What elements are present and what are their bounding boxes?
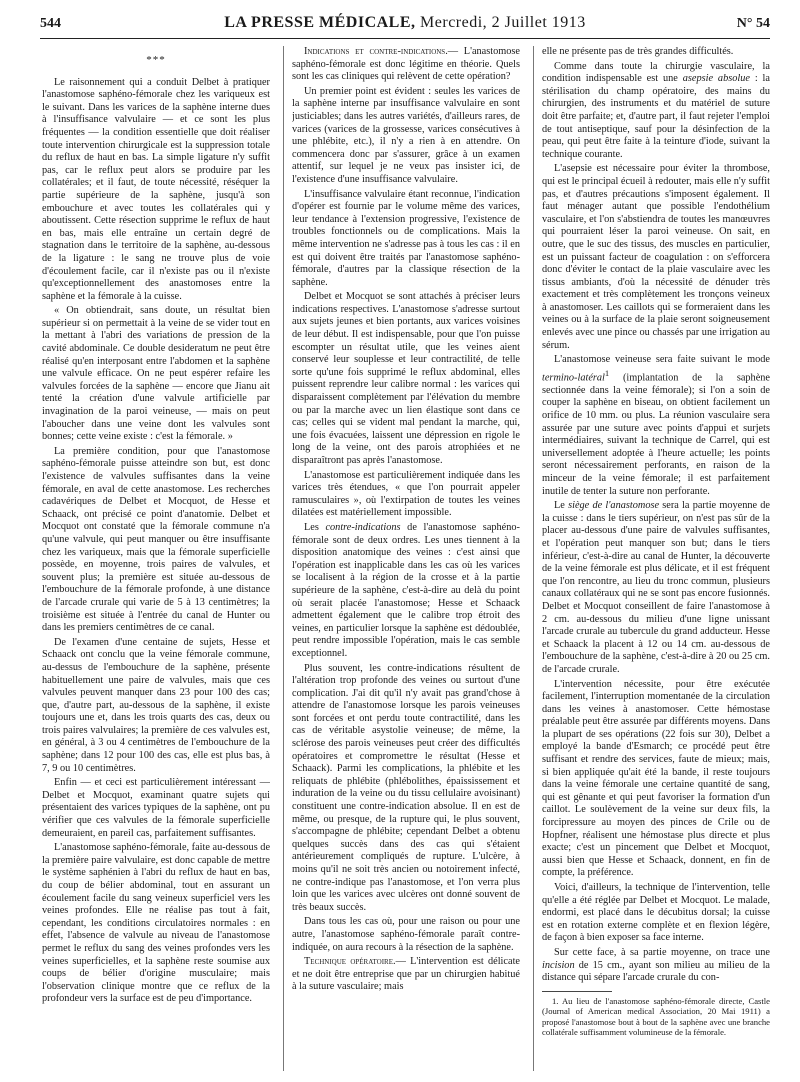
page-number: 544: [40, 16, 61, 31]
issue-date: Mercredi, 2 Juillet 1913: [420, 14, 586, 31]
paragraph: Enfin — et ceci est particulièrement intéressant — Delbet et Mocquot, examinant quatre sujets qui présentaient des varices typiques de la saphène, ont pu vérifier que ces valvules de la fémorale superficielle demeuraient, en pareil cas, parfaitement suffisantes.: [42, 777, 270, 839]
emphasis: siège de l'anastomose: [568, 500, 660, 512]
section-heading: Indications et contre-indications.: [304, 46, 448, 57]
page-header: [40, 14, 770, 36]
issue-number: N° 54: [736, 16, 770, 31]
paragraph: De l'examen d'une centaine de sujets, Hesse et Schaack ont conclu que la veine fémorale commune, au-dessus de l'embouchure de la saphène, présente habituellement une paire de valvules, mais que ces valvules peuvent manquer dans 23 pour 100 des cas; que, d'autre part, au-dessous de la saphène, il existe toujours une et, dans les trois quarts des cas, deux ou trois paires valvulaires; la première de ces valvules est, en général, à 3 ou 4 centimètres de l'embouchure de la saphène; dans 12 pour 100 des cas, elle est plus bas, à 7, 9 ou 10 centimètres.: [42, 636, 270, 774]
paragraph: L'anastomose est particulièrement indiquée dans les varices très étendues, « que l'on pourrait appeler ramusculaires », où l'extirpation de toutes les veines dilatées est matériellement impossible.: [292, 469, 520, 519]
column-1: [42, 46, 270, 1076]
paragraph: L'anastomose veineuse sera faite suivant le mode termino-latéral$^1$ (implantation de la saphène sectionnée dans la veine fémorale); si l'on a soin de couper la saphène en biseau, on obtient facilement un orifice de 10 mm. ou plus. La réunion vasculaire sera assurée par une suture avec points d'appui et surjets intermédiaires, suivant la technique de Carrel, qui est universellement adoptée à l'heure actuelle; les points seront nécessairement perforants, en raison de la minceur de la veine fémorale; il est parfaitement inutile de tenter la suture non perforante.: [542, 354, 770, 497]
column-divider: [283, 46, 284, 1071]
paragraph: Les contre-indications de l'anastomose saphéno-fémorale sont de deux ordres. Les unes tiennent à la disposition anatomique des veines : c'est ainsi que l'opération est inapplicable dans les cas où les varices se localisent à la région de la crosse et à la partie supérieure de la saphène, c'est-à-dire au delà du point où serait placée l'anastomose; Hesse et Schaack admettent également que le calibre trop étroit des veines, en particulier lorsque la saphène est dédoublée, peut rendre impossible l'opération, mais le cas semble exceptionnel.: [292, 521, 520, 659]
paragraph: La première condition, pour que l'anastomose saphéno-fémorale puisse atteindre son but, est donc l'existence de valvules suffisantes dans la veine fémorale, en aval de cette anastomose. Les recherches cadavériques de Delbet et Mocquot, de Hesse et Schaack, ont précisé ce point d'anatomie. Delbet et Mocquot ont constaté que la fémorale commune n'a qu'une valvule, qui peut manquer ou être insuffisante chez les variqueux, mais que la fémorale superficielle possède, en moyenne, trois paires de valvules, et souvent plus; la première est située au-dessous de l'embouchure de la fémorale profonde, à une distance de l'arcade crurale qui varie de 5 à 13 centimètres; la troisième est située à l'entrée du canal de Hunter ou dans les premiers centimètres de ce canal.: [42, 445, 270, 634]
section-stars: ***: [146, 54, 166, 66]
running-title: [40, 14, 770, 32]
paragraph: Delbet et Mocquot se sont attachés à préciser leurs indications respectives. L'anastomose s'adresse surtout aux sujets jeunes et bien portants, aux varices voisines de leur début. Il est indispensable, pour que l'on puisse escompter un résultat utile, que les veines aient conservé leur souplesse et leur contractilité, de telle sorte qu'une fois supprimé le reflux abdominal, elles puissent reprendre leur calibre normal : les varices qui disparaissent complètement par l'élévation du membre ou par la marche avec un lien élastique sont dans ce cas; celles qui se vident mal pendant la marche, qui, une fois évacuées, laissent une dépression en rigole le long de la veine, ont des parois atrophiées et ne disparaîtront pas après l'anastomose.: [292, 291, 520, 466]
paragraph: Le raisonnement qui a conduit Delbet à pratiquer l'anastomose saphéno-fémorale chez les variqueux est le suivant. Dans les varices de la saphène interne dues à l'insuffisance valvulaire — et ce sont les plus fréquentes — la condition essentielle que doit réaliser toute intervention chirurgicale est la suppression totale du reflux de haut en bas. La simple ligature n'y suffit pas, car le reflux peut alors se produire par les collatérales; et il faut, de toute nécessité, réséquer la partie supérieure de la saphène, jusqu'à son embouchure et avec toutes les collatérales qui y aboutissent. Cette résection supprime le reflux de haut en bas, mais elle entraîne un certain degré de stagnation dans le territoire de la saphène, au-dessous de la ligature : le sang ne trouve plus de voie d'écoulement facile, car il n'existe pas ou il n'existe qu'exceptionnellement des anastomoses entre la saphène et la fémorale à la cuisse.: [42, 76, 270, 302]
paragraph: Dans tous les cas où, pour une raison ou pour une autre, l'anastomose saphéno-fémorale paraît contre-indiquée, on aura recours à la résection de la saphène.: [292, 916, 520, 953]
column-divider: [533, 46, 534, 1071]
paragraph: L'intervention nécessite, pour être exécutée facilement, l'interruption momentanée de la circulation dans les veines à anastomoser. Cette hémostase préalable peut être assurée par différents moyens. Dans la plupart de ses opérations (22 fois sur 30), Delbet a employé la bande d'Esmarch; ce procédé peut être suffisant et rendre des services, faute de mieux; mais, si bien appliquée qu'ait été la bande, il reste toujours dans la veine fémorale une certaine quantité de sang, qui est gênante et qui peut favoriser la formation d'un caillot. Le soulèvement de la veine sur deux fils, la forcipressure au moyen des pinces de Crile ou de Hopfner, réalisent une hémostase plus directe et plus exacte; c'est un pincement que Delbet et Mocquot, aussi bien que Hesse et Schaack, donnent, en fin de compte, la préférence.: [542, 678, 770, 879]
paragraph: Comme dans toute la chirurgie vasculaire, la condition indispensable est une asepsie absolue : la stérilisation du champ opératoire, des mains du chirurgien, des instruments et du matériel de suture doit être parfaite; et, d'autre part, il faut rejeter l'emploi de tout antiseptique, sauf pour la désinfection de la peau, qui peut être faite à la teinture d'iode, suivant la technique courante.: [542, 60, 770, 160]
paragraph: Plus souvent, les contre-indications résultent de l'altération trop profonde des veines ou surtout d'une complication. J'ai dit qu'il n'y avait pas grand'chose à attendre de l'anastomose lorsque les parois veineuses sont forcées et ont perdu toute contractilité, dans les cas de véritable asystolie veineuse; de même, la sclérose des parois veineuses peut créer des difficultés opératoires et compromettre le résultat (Hesse et Schaack). Parmi les complications, la phlébite et les reliquats de phlébite (phlébolithes, épaississement et induration de la veine ou du tissu cellulaire avoisinant) constituent une contre-indication absolue. Il en est de même, ou presque, de la rupture qui, le plus souvent, s'accompagne de phlébite; cependant Delbet a obtenu quelques succès dans des cas qui s'étaient antérieurement compliqués de rupture. L'ulcère, à moins qu'il ne soit très ancien ou notoirement infecté, ne contre-indique pas l'anastomose, et l'on verra plus loin que les varices avec ulcères ont donné souvent de très beaux succès.: [292, 662, 520, 913]
paragraph: Voici, d'ailleurs, la technique de l'intervention, telle qu'elle a été réglée par Delbet et Mocquot. Le malade, endormi, est placé dans le décubitus dorsal; la cuisse est en rotation externe complète et en flexion légère, de façon à bien exposer sa face interne.: [542, 882, 770, 944]
paragraph: L'insuffisance valvulaire étant reconnue, l'indication d'opérer est fournie par le volume même des varices, leur tendance à l'extension progressive, l'existence de troubles fonctionnels ou de complications. Mais la même intervention ne s'adresse pas à tous les cas : il en est qui doivent être traités par l'anastomose saphéno-fémorale, d'autres par la classique résection de la saphène.: [292, 188, 520, 288]
emphasis: contre-indications: [325, 521, 401, 533]
paragraph: L'asepsie est nécessaire pour éviter la thrombose, qui est le principal écueil à redouter, mais elle n'y suffit pas, et d'autres précautions s'imposent également. Il faut ménager autant que possible l'endothélium vasculaire, et l'on s'abstiendra de toutes les manœuvres qui pourraient léser la paroi veineuse. On sait, en outre, que le suc des tissus, des muscles en particulier, est un puissant facteur de coagulation : on s'efforcera donc d'éviter le contact de la plaie vasculaire avec les tissus ambiants, d'où la nécessité de dénuder très exactement et très complètement les tronçons veineux à anastomoser. Les caillots qui se formeraient dans les veines ou à la surface de la plaie seront soigneusement enlevés avec une pince ou chassés par une irrigation au sérum.: [542, 163, 770, 351]
paragraph: elle ne présente pas de très grandes difficultés.: [542, 46, 734, 57]
section-heading: Technique opératoire.: [304, 956, 396, 968]
emphasis: termino-latéral: [542, 372, 605, 384]
paragraph: Technique opératoire.— L'intervention est délicate et ne doit être entreprise que par un chirurgien habitué à la suture vasculaire; mais: [292, 956, 520, 993]
column-2: [292, 46, 520, 1076]
paragraph: Sur cette face, à sa partie moyenne, on trace une incision de 15 cm., ayant son milieu au milieu de la distance qui sépare l'arcade crurale du con-: [542, 946, 770, 984]
footnote-ref: 1: [604, 367, 610, 378]
emphasis: incision: [542, 959, 575, 971]
footnote-rule: [542, 991, 612, 992]
emphasis: asepsie absolue: [682, 73, 750, 85]
footnote: 1. Au lieu de l'anastomose saphéno-fémorale directe, Castle (Journal of American medical Association, 20 Mai 1911) a proposé l'anastomose bout à bout de la saphène avec une branche collatérale suffisamment volumineuse de la fémorale.: [542, 995, 770, 1037]
paragraph: Indications et contre-indications.— L'anastomose saphéno-fémorale est donc légitime en théorie. Quels sont les cas cliniques qui relèvent de cette opération?: [292, 46, 520, 83]
paragraph: Le siège de l'anastomose sera la partie moyenne de la cuisse : dans le tiers supérieur, on n'est pas sûr de la placer au-dessous d'une paire de valvules suffisantes, et l'opération peut manquer son but; dans le tiers inférieur, c'est-à-dire au canal de Hunter, la découverte de la veine fémorale est plus délicate, et il est fréquent que l'on rencontre, au lieu du tronc commun, plusieurs canaux collatéraux qui ne se sont pas encore fusionnés. Delbet et Mocquot conseillent de faire l'anastomose à 2 cm. au-dessous du milieu d'une ligne unissant l'arcade crurale au tubercule du grand adducteur. Hesse et Schaack la placent à 12 ou 14 cm. au-dessous de l'embouchure de la saphène, c'est-à-dire à 20 ou 25 cm. de l'arcade crurale.: [542, 500, 770, 675]
paragraph: Un premier point est évident : seules les varices de la saphène interne par insuffisance valvulaire en sont justiciables; dans les autres variétés, d'ailleurs rares, de varices (varices de la grossesse, varices consécutives à une phlébite, etc.), il n'y a rien à en attendre. On commencera donc par s'assurer, grâce à un examen attentif, sur lequel je ne veux pas insister ici, de l'existence d'une insuffisance valvulaire.: [292, 85, 520, 185]
header-rule: [40, 38, 770, 39]
column-3: [542, 46, 770, 1076]
paragraph: L'anastomose saphéno-fémorale, faite au-dessous de la première paire valvulaire, est donc capable de mettre le système saphénien à l'abri du reflux de haut en bas, du coup de bélier abdominal, tout en assurant un écoulement facile du sang veineux superficiel vers les veines profondes. Elle ne réalise pas tout à fait, cependant, les conditions circulatoires normales : en effet, l'absence de valvule au niveau de l'anastomose permet le reflux du sang des veines profondes vers les veines superficielles, et la saphène reste soumise aux coups de bélier d'origine musculaire; mais l'observation clinique montre que ce reflux de la profondeur vers la surface est de peu d'importance.: [42, 842, 270, 1005]
paragraph: « On obtiendrait, sans doute, un résultat bien supérieur si on permettait à la veine de se vider tout en la mettant à l'abri des variations de pression de la cavité abdominale. Ce double desideratum ne peut être réalisé qu'en interposant entre l'abdomen et la saphène une valvule efficace. On ne peut espérer refaire les valvules forcées de la saphène — encore que Jianu ait tenté la création d'une valvule artificielle par invagination de la paroi veineuse, — mais on peut l'aboucher dans une veine dont les valvules sont bonnes; cette veine existe : c'est la fémorale. »: [42, 305, 270, 443]
journal-name: LA PRESSE MÉDICALE,: [224, 14, 416, 31]
